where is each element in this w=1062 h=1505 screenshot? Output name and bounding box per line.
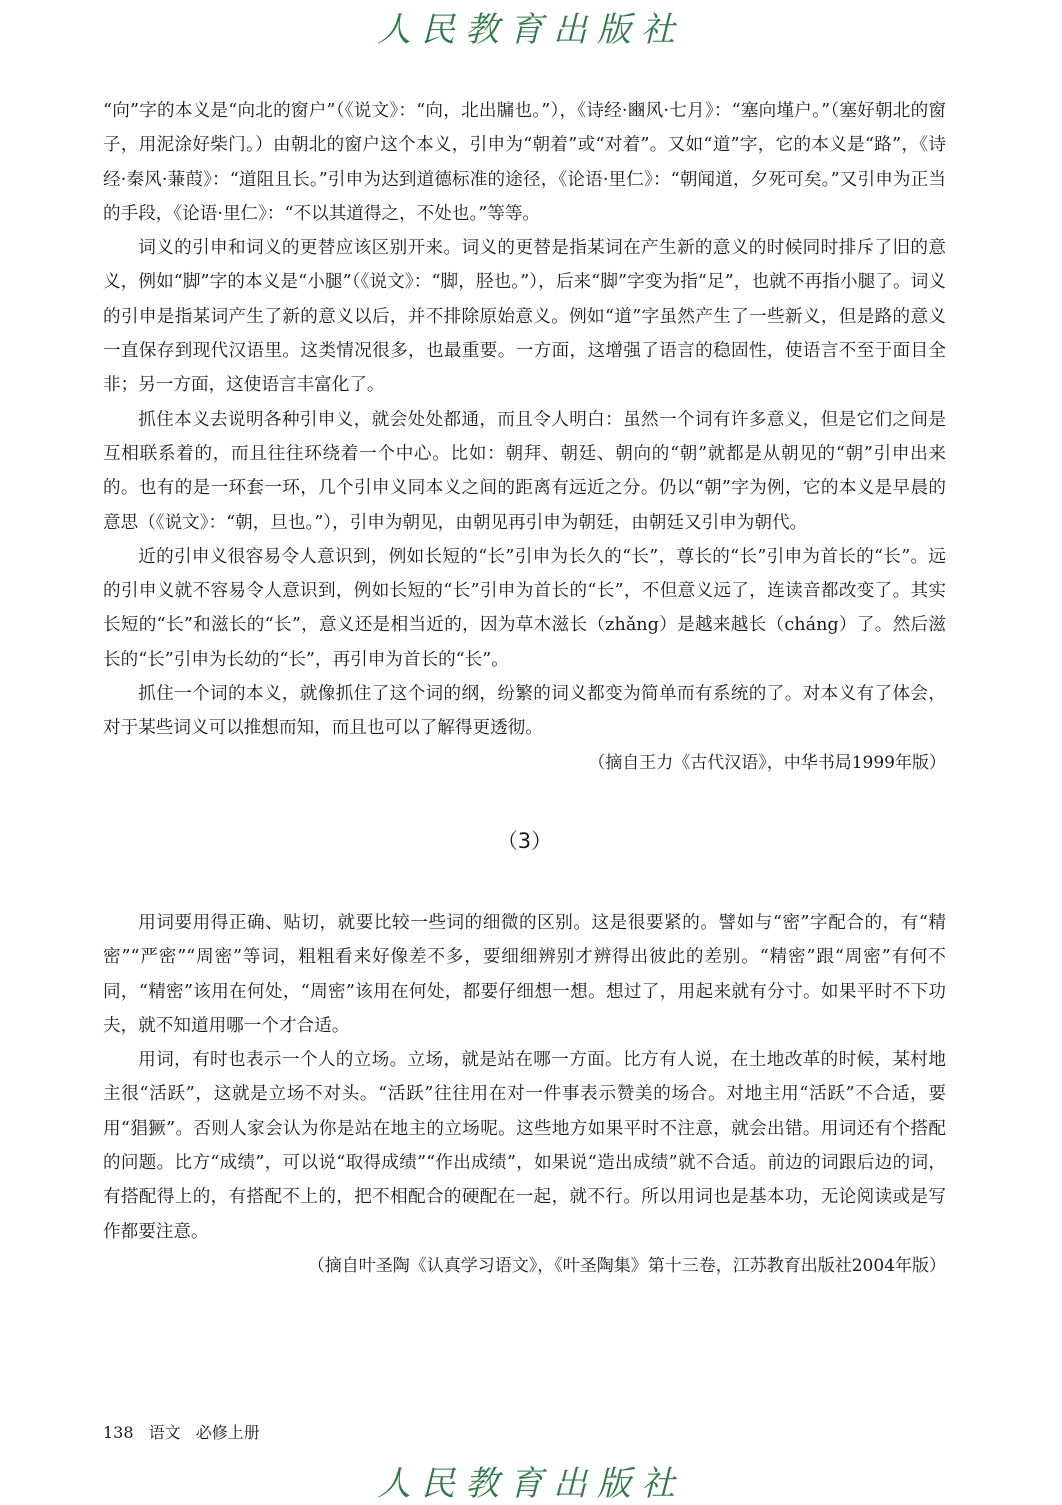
paragraph: 抓住一个词的本义，就像抓住了这个词的纲，纷繁的词义都变为简单而有系统的了。对本义有了体会，对于某些词义可以推想而知，而且也可以了解得更透彻。 xyxy=(103,684,946,739)
section-number: （3） xyxy=(496,828,553,853)
page-footer xyxy=(103,1420,270,1443)
paragraph: 近的引申义很容易令人意识到，例如长短的“长”引申为长久的“长”，尊长的“长”引申为首长的“长”。远的引申义就不容易令人意识到，例如长短的“长”引申为首长的“长”，不但意义远了，连读音都改变了。其实长短的“长”和滋长的“长”，意义还是相当近的，因为草木滋长（zhǎng）是越来越长（cháng）了。然后滋长的“长”引申为长幼的“长”，再引申为首长的“长”。 xyxy=(103,546,946,670)
paragraph: 词义的引申和词义的更替应该区别开来。词义的更替是指某词在产生新的意义的时候同时排斥了旧的意义，例如“脚”字的本义是“小腿”（《说文》：“脚，胫也。”），后来“脚”字变为指“足”，也就不再指小腿了。词义的引申是指某词产生了新的意义以后，并不排除原始意义。例如“道”字虽然产生了一些新义，但是路的意义一直保存到现代汉语里。这类情况很多，也最重要。一方面，这增强了语言的稳固性，使语言不至于面目全非；另一方面，这使语言丰富化了。 xyxy=(103,238,946,396)
paragraph: “向”字的本义是“向北的窗户”（《说文》：“向，北出牖也。”），《诗经·豳风·七月》：“塞向墐户。”（塞好朝北的窗子，用泥涂好柴门。）由朝北的窗户这个本义，引申为“朝着”或“对着”。又如“道”字，它的本义是“路”，《诗经·秦风·蒹葭》：“道阻且长。”引申为达到道德标准的途径，《论语·里仁》：“朝闻道，夕死可矣。”又引申为正当的手段，《论语·里仁》：“不以其道得之，不处也。”等等。 xyxy=(103,101,946,224)
page-content xyxy=(103,94,946,1283)
volume-label: 必修上册 xyxy=(195,1423,260,1442)
paragraph: 抓住本义去说明各种引申义，就会处处都通，而且令人明白：虽然一个词有许多意义，但是它们之间是互相联系着的，而且往往环绕着一个中心。比如：朝拜、朝廷、朝向的“朝”就都是从朝见的“朝”引申出来的。也有的是一环套一环，几个引申义同本义之间的距离有远近之分。仍以“朝”字为例，它的本义是早晨的意思（《说文》：“朝，旦也。”），引申为朝见，由朝见再引申为朝廷，由朝廷又引申为朝代。 xyxy=(103,409,946,533)
paragraph: 用词，有时也表示一个人的立场。立场，就是站在哪一方面。比方有人说，在土地改革的时候，某村地主很“活跃”，这就是立场不对头。“活跃”往往用在对一件事表示赞美的场合。对地主用“活跃”不合适，要用“猖獗”。否则人家会认为你是站在地主的立场呢。这些地方如果平时不注意，就会出错。用词还有个搭配的问题。比方“成绩”，可以说“取得成绩”“作出成绩”，如果说“造出成绩”就不合适。前边的词跟后边的词，有搭配得上的，有搭配不上的，把不相配合的硬配在一起，就不行。所以用词也是基本功，无论阅读或是写作都要注意。 xyxy=(103,1050,946,1242)
subject-label: 语文 xyxy=(148,1423,181,1442)
publisher-watermark-top: 人民教育出版社 xyxy=(377,10,685,50)
source-citation: （摘自王力《古代汉语》，中华书局1999年版） xyxy=(588,752,946,773)
source-citation: （摘自叶圣陶《认真学习语文》，《叶圣陶集》第十三卷，江苏教育出版社2004年版） xyxy=(307,1255,946,1276)
paragraph: 用词要用得正确、贴切，就要比较一些词的细微的区别。这是很要紧的。譬如与“密”字配合的，有“精密”“严密”“周密”等词，粗粗看来好像差不多，要细细辨别才辨得出彼此的差别。“精密”跟“周密”有何不同，“精密”该用在何处，“周密”该用在何处，都要仔细想一想。想过了，用起来就有分寸。如果平时不下功夫，就不知道用哪一个才合适。 xyxy=(103,912,946,1036)
publisher-watermark-bottom: 人民教育出版社 xyxy=(377,1464,685,1504)
page-number: 138 xyxy=(103,1423,134,1442)
